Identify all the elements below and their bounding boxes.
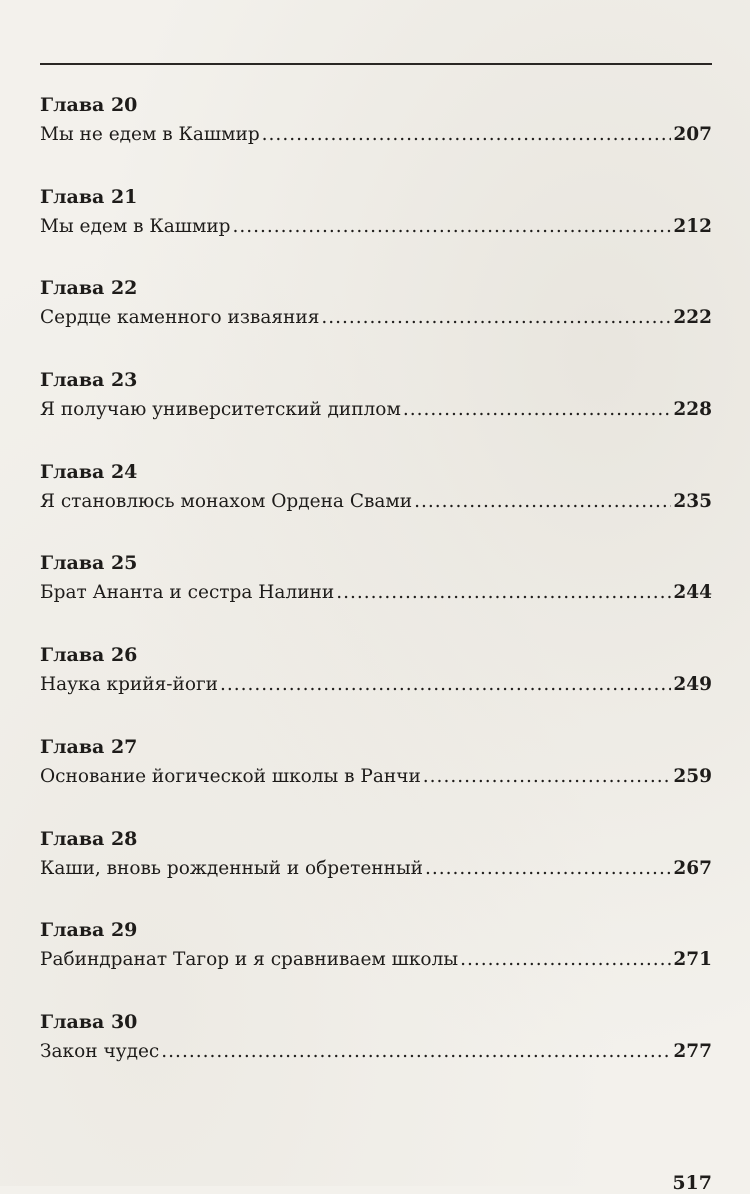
chapter-title: Я получаю университетский диплом bbox=[40, 399, 401, 421]
toc-line bbox=[40, 395, 712, 425]
page-number: 517 bbox=[672, 1172, 712, 1194]
chapter-number: Глава 20 bbox=[40, 94, 138, 116]
toc-entry bbox=[40, 915, 712, 1007]
chapter-page: 222 bbox=[673, 307, 712, 329]
toc-line bbox=[40, 854, 712, 884]
toc-entry bbox=[40, 182, 712, 274]
chapter-title: Основание йогической школы в Ранчи bbox=[40, 765, 421, 787]
toc-entry bbox=[40, 273, 712, 365]
chapter-number: Глава 29 bbox=[40, 919, 138, 942]
toc-entry bbox=[40, 824, 712, 916]
dot-leader bbox=[161, 1037, 671, 1067]
chapter-page: 212 bbox=[673, 215, 712, 237]
chapter-page: 271 bbox=[673, 949, 712, 971]
chapter-title: Мы едем в Кашмир bbox=[40, 215, 231, 237]
chapter-page: 259 bbox=[673, 765, 712, 787]
toc-line bbox=[40, 487, 712, 517]
chapter-page: 249 bbox=[673, 674, 712, 696]
toc-entry bbox=[40, 90, 712, 182]
chapter-title: Я становлюсь монахом Ордена Свами bbox=[40, 490, 413, 512]
chapter-page: 244 bbox=[673, 582, 712, 604]
chapter-title: Брат Ананта и сестра Налини bbox=[40, 582, 335, 604]
chapter-title: Наука крийя-йоги bbox=[40, 674, 218, 696]
chapter-number: Глава 21 bbox=[40, 185, 138, 208]
table-of-contents bbox=[40, 90, 712, 1099]
chapter-title: Рабиндранат Тагор и я сравниваем школы bbox=[40, 949, 459, 971]
chapter-number: Глава 22 bbox=[40, 277, 138, 300]
dot-leader bbox=[336, 578, 671, 608]
toc-entry bbox=[40, 365, 712, 457]
chapter-number: Глава 27 bbox=[40, 735, 138, 758]
toc-entry bbox=[40, 732, 712, 824]
chapter-page: 277 bbox=[673, 1040, 712, 1062]
chapter-title: Закон чудес bbox=[40, 1040, 160, 1062]
dot-leader bbox=[220, 670, 671, 700]
toc-line bbox=[40, 212, 712, 242]
toc-line bbox=[40, 578, 712, 608]
chapter-page: 235 bbox=[673, 490, 712, 512]
dot-leader bbox=[262, 120, 672, 150]
chapter-title: Каши, вновь рожденный и обретенный bbox=[40, 857, 423, 879]
toc-line bbox=[40, 303, 712, 333]
chapter-page: 228 bbox=[673, 399, 712, 421]
toc-entry bbox=[40, 1007, 712, 1099]
header-rule bbox=[40, 63, 712, 65]
chapter-number: Глава 24 bbox=[40, 460, 138, 483]
dot-leader bbox=[403, 395, 672, 425]
toc-line bbox=[40, 670, 712, 700]
chapter-number: Глава 25 bbox=[40, 552, 138, 575]
toc-line bbox=[40, 1037, 712, 1067]
chapter-number: Глава 28 bbox=[40, 827, 138, 850]
toc-entry bbox=[40, 457, 712, 549]
dot-leader bbox=[321, 303, 671, 333]
dot-leader bbox=[414, 487, 671, 517]
chapter-page: 267 bbox=[673, 857, 712, 879]
toc-line bbox=[40, 945, 712, 975]
chapter-page: 207 bbox=[673, 124, 712, 145]
dot-leader bbox=[425, 854, 671, 884]
dot-leader bbox=[460, 945, 671, 975]
chapter-number: Глава 23 bbox=[40, 369, 138, 392]
toc-line bbox=[40, 762, 712, 792]
toc-entry bbox=[40, 548, 712, 640]
chapter-title: Мы не едем в Кашмир bbox=[40, 124, 260, 145]
chapter-number: Глава 26 bbox=[40, 644, 138, 667]
toc-entry bbox=[40, 640, 712, 732]
toc-line bbox=[40, 120, 712, 150]
chapter-title: Сердце каменного изваяния bbox=[40, 307, 320, 329]
dot-leader bbox=[423, 762, 672, 792]
chapter-number: Глава 30 bbox=[40, 1010, 138, 1033]
dot-leader bbox=[233, 212, 672, 242]
